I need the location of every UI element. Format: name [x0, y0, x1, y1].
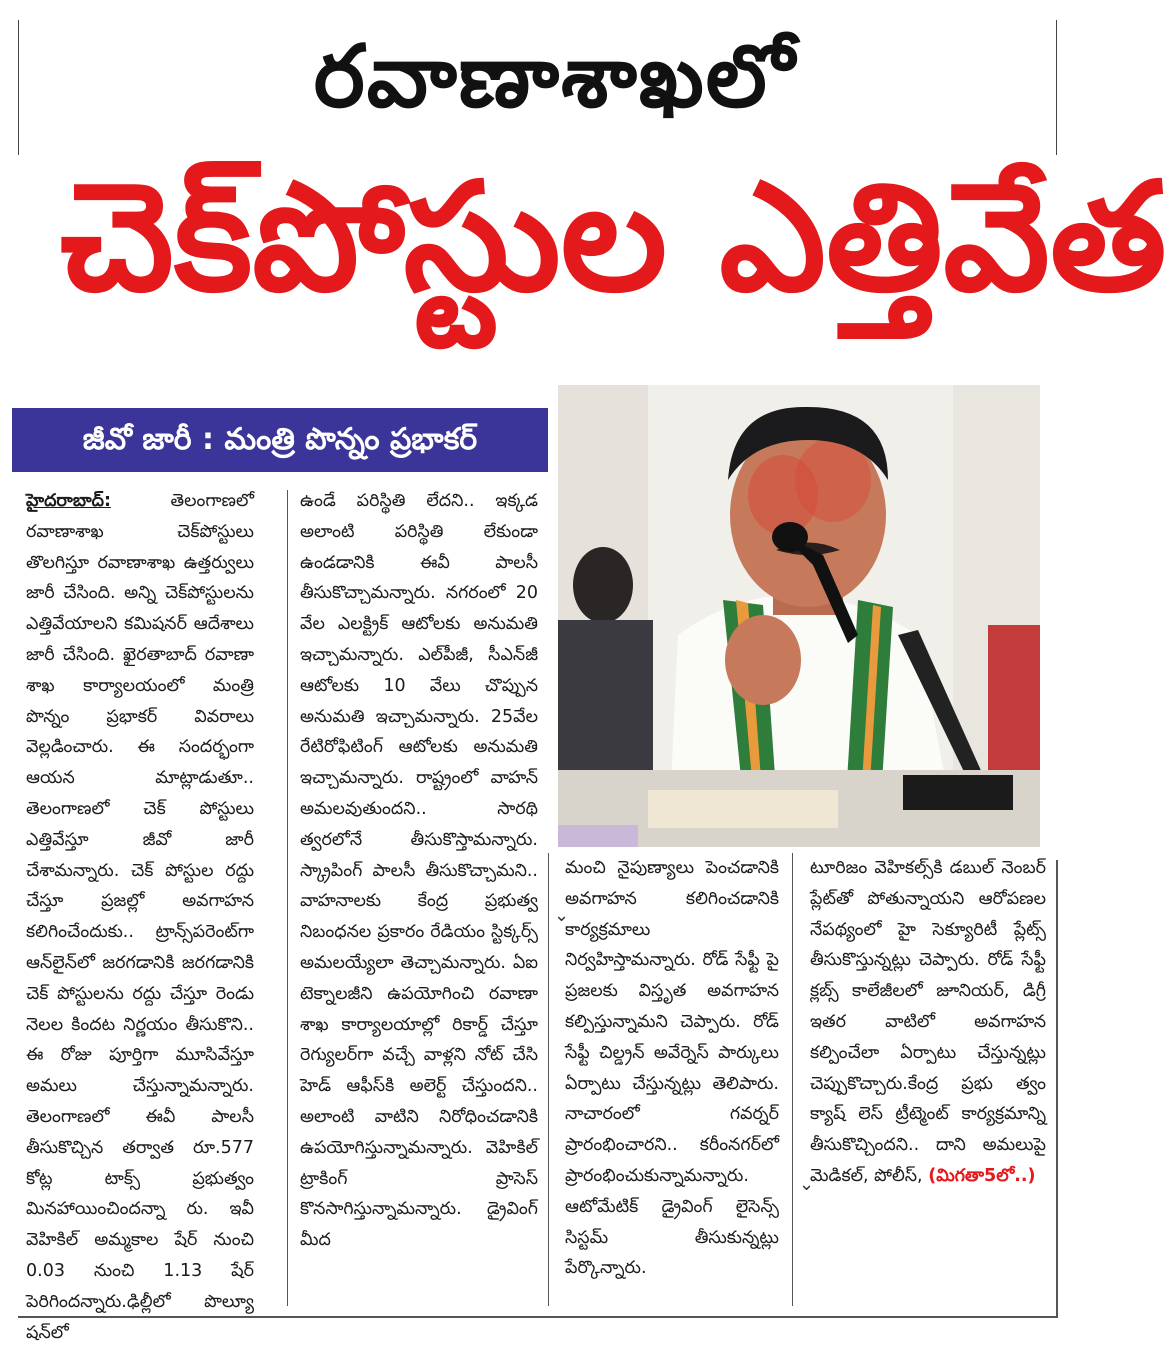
headline-kicker: రవాణాశాఖలో: [313, 27, 797, 127]
column-2-text: ఉండే పరిస్థితి లేదని.. ఇక్కడ అలాంటి పరిస్థితి లేకుండా ఉండడానికి ఈవీ పాలసీ తీసుకొచ్చామన్నారు. నగరంలో 20 వేల ఎలక్ట్రిక్ ఆటోలకు అనుమతి ఇచ్చామన్నారు. ఎల్‌పీజీ, సీఎన్‌జీ ఆటోలకు 10 వేలు చొప్పున అనుమతి ఇచ్చామన్నారు. 25వేల రేటిరోఫిటింగ్ ఆటోలకు అనుమతి ఇచ్చామన్నారు. రాష్ట్రంలో వాహన్ అమలవుతుందని.. సారథి త్వరలోనే తీసుకొస్తామన్నారు. స్క్రాపింగ్ పాలసీ తీసుకొచ్చామని.. వాహనాలకు కేంద్ర ప్రభుత్వ నిబంధనల ప్రకారం రేడియం స్టిక్కర్స్ అమలయ్యేలా తెచ్చామన్నారు. ఏఐ టెక్నాలజీని ఉపయోగించి రవాణా శాఖ కార్యాలయాల్లో రికార్డ్ చేస్తూ రెగ్యులర్‌గా వచ్చే వాళ్లని నోట్ చేసి హెడ్ ఆఫీస్‌కి అలెర్ట్ చేస్తుందని.. అలాంటి వాటిని నిరోధించడానికి ఉపయోగిస్తున్నామన్నారు. వెహికిల్ ట్రాకింగ్ ప్రాసెస్ కొనసాగిస్తున్నామన్నారు. డ్రైవింగ్ మీద: [300, 491, 538, 1251]
column-3-text: మంచి నైపుణ్యాలు పెంచడానికి అవగాహన కలిగించడానికి కార్యక్రమాలు నిర్వహిస్తామన్నారు. రోడ్ సేఫ్టీ పై ప్రజలకు విస్తృత అవగాహన కల్పిస్తున్నామని చెప్పారు. రోడ్ సేఫ్టీ చిల్డ్రన్ అవేర్నెస్ పార్కులు ఏర్పాటు చేస్తున్నట్లు తెలిపారు. నాచారంలో గవర్నర్ ప్రారంభించారని.. కరీంనగర్‌లో ప్రారంభించుకున్నామన్నారు. ఆటోమేటిక్ డ్రైవింగ్ లైసెన్స్ సిస్టమ్ తీసుకున్నట్లు పేర్కొన్నారు.: [565, 858, 779, 1279]
column-rule-3: [792, 853, 793, 1306]
article-column-4: [810, 853, 1046, 1263]
frame-rule-left: [18, 20, 19, 155]
frame-rule-right: [1056, 860, 1058, 1318]
photo-right-person-shirt: [988, 625, 1040, 785]
photo-background-person-head: [573, 547, 633, 623]
article-column-3: [565, 853, 779, 1279]
photo-hand: [725, 615, 801, 705]
column-1-text: తెలంగాణలో రవాణాశాఖ చెక్‌పోస్టులు తొలగిస్తూ రవాణాశాఖ ఉత్తర్వులు జారీ చేసింది. అన్ని చెక్‌పోస్టులను ఎత్తివేయాలని కమిషనర్ ఆదేశాలు జారీ చేసింది. ఖైరతాబాద్ రవాణా శాఖ కార్యాలయంలో మంత్రి పొన్నం ప్రభాకర్ వివరాలు వెల్లడించారు. ఈ సందర్భంగా ఆయన మాట్లాడుతూ.. తెలంగాణలో చెక్ పోస్టులు ఎత్తివేస్తూ జీవో జారీ చేశామన్నారు. చెక్ పోస్టుల రద్దు చేస్తూ ప్రజల్లో అవగాహన కలిగించేందుకు.. ట్రాన్స్‌పరెంట్‌గా ఆన్‌లైన్‌లో జరగడానికి జరగడానికి చెక్ పోస్టులను రద్దు చేస్తూ రెండు నెలల కిందట నిర్ణయం తీసుకొని.. ఈ రోజు పూర్తిగా మూసివేస్తూ అమలు చేస్తున్నామన్నారు. తెలంగాణలో ఈవీ పాలసీ తీసుకొచ్చిన తర్వాత రూ.577 కోట్ల టాక్స్ ప్రభుత్వం మినహాయించిందన్నా రు. ఇవీ వెహికిల్ అమ్మకాల షేర్ నుంచి 0.03 నుంచి 1.13 షేర్ పెరిగిందన్నారు.ఢిల్లీలో పొల్యూ షన్‌లో: [26, 491, 254, 1343]
article-column-1: [26, 486, 254, 1343]
photo-papers: [558, 825, 638, 847]
news-photo: [558, 385, 1040, 847]
subheadline-banner: జీవో జారీ : మంత్రి పొన్నం ప్రభాకర్: [12, 408, 548, 472]
check-mark-icon: ⌄: [554, 905, 570, 926]
main-headline: చెక్‌పోస్టుల ఎత్తివేత: [60, 151, 1167, 325]
photo-desk-phone: [903, 775, 1013, 810]
article-dateline: హైదరాబాద్:: [26, 491, 111, 511]
photo-notebook: [648, 790, 838, 828]
check-mark-icon: ⌄: [799, 1174, 815, 1195]
continued-on-page-note: (మిగతా5లో..): [928, 1165, 1036, 1186]
column-rule-1: [287, 490, 288, 1306]
photo-microphone-head: [772, 522, 808, 552]
frame-rule-right-top: [1056, 20, 1057, 155]
column-4-text: టూరిజం వెహికల్స్‌కి డబుల్ నెంబర్ ప్లేట్‌తో పోతున్నాయని ఆరోపణల నేపథ్యంలో హై సెక్యూరిటీ ప్లేట్స్ తీసుకొస్తున్నట్లు చెప్పారు. రోడ్ సేఫ్టీ క్లబ్స్ కాలేజీలలో జూనియర్, డిగ్రీ ఇతర వాటిలో అవగాహన కల్పించేలా ఏర్పాటు చేస్తున్నట్లు చెప్పుకొచ్చారు.కేంద్ర ప్రభు త్వం క్యాష్ లెస్ ట్రీట్మెంట్ కార్యక్రమాన్ని తీసుకొచ్చిందని.. దాని అమలుపై మెడికల్, పోలీస్,: [810, 858, 1046, 1186]
article-column-2: [300, 486, 538, 1306]
column-rule-2: [548, 853, 549, 1306]
